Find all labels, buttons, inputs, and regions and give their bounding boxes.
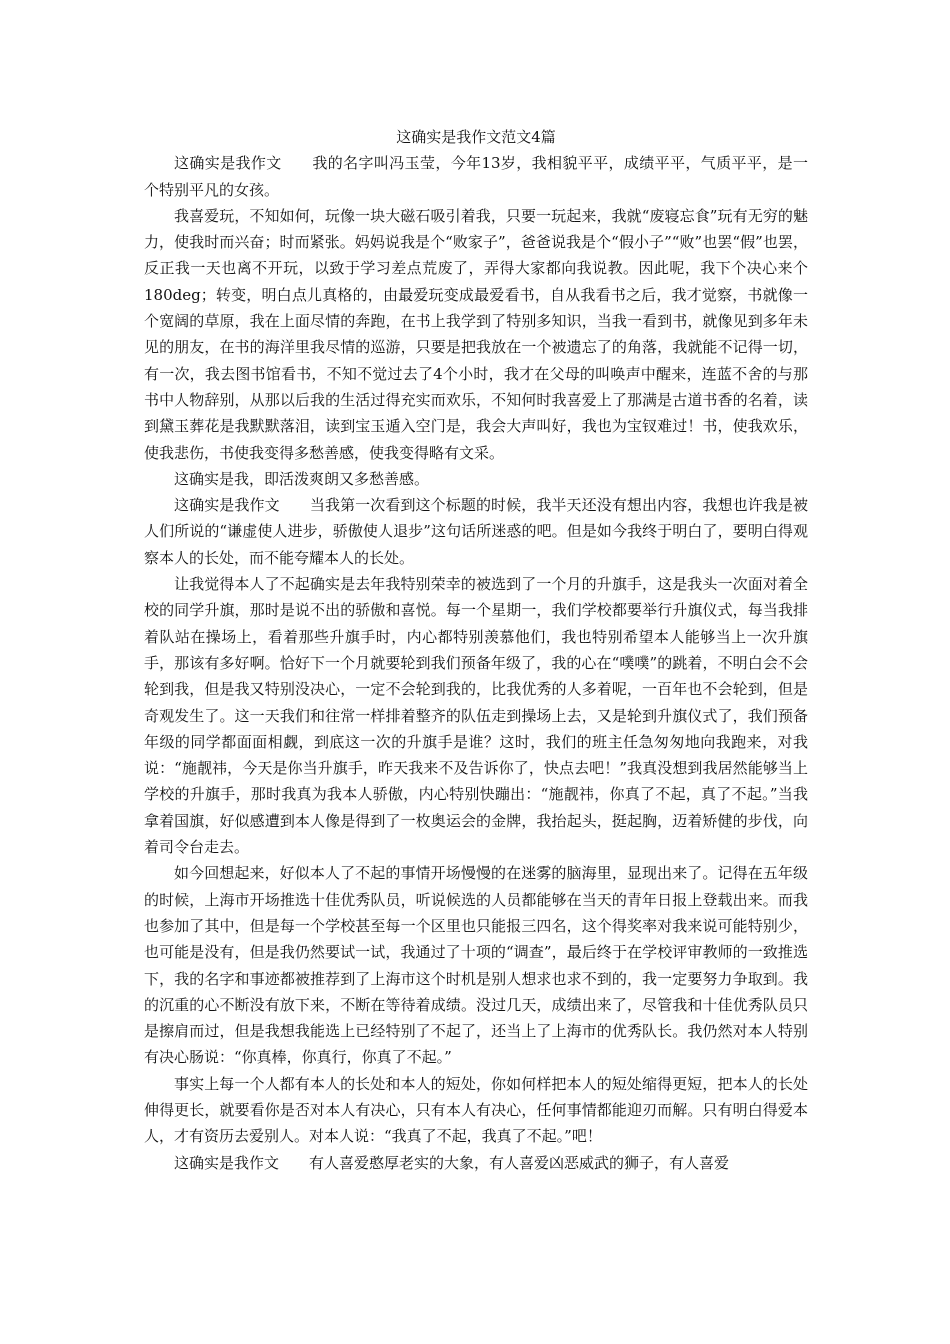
paragraph-7: 事实上每一个人都有本人的长处和本人的短处，你如何样把本人的短处缩得更短，把本人的长处伸得更长，就要看你是否对本人有决心，只有本人有决心，任何事情都能迎刃而解。只有明白得爱本人，才有资历去爱别人。对本人说：“我真了不起，我真了不起。”吧！ xyxy=(144,1074,808,1146)
paragraph-5: 让我觉得本人了不起确实是去年我特别荣幸的被选到了一个月的升旗手，这是我头一次面对着全校的同学升旗，那时是说不出的骄傲和喜悦。每一个星期一，我们学校都要举行升旗仪式，每当我排着队站在操场上，看着那些升旗手时，内心都特别羡慕他们，我也特别希望本人能够当上一次升旗手，那该有多好啊。恰好下一个月就要轮到我们预备年级了，我的心在“噗噗”的跳着，不明白会不会轮到我，但是我又特别没决心，一定不会轮到我的，比我优秀的人多着呢，一百年也不会轮到，但是奇观发生了。这一天我们和往常一样排着整齐的队伍走到操场上去，又是轮到升旗仪式了，我们预备年级的同学都面面相觑，到底这一次的升旗手是谁？这时，我们的班主任急匆匆地向我跑来，对我说：“施靓祎，今天是你当升旗手，昨天我来不及告诉你了，快点去吧！”我真没想到我居然能够当上学校的升旗手，那时我真为我本人骄傲，内心特别快蹦出：“施靓祎，你真了不起，真了不起。”当我拿着国旗，好似感遭到本人像是得到了一枚奥运会的金牌，我抬起头，挺起胸，迈着矫健的步伐，向着司令台走去。 xyxy=(144,575,808,857)
paragraph-1: 这确实是我作文 我的名字叫冯玉莹，今年13岁，我相貌平平，成绩平平，气质平平，是一个特别平凡的女孩。 xyxy=(144,154,808,199)
paragraph-2: 我喜爱玩，不知如何，玩像一块大磁石吸引着我，只要一玩起来，我就“废寝忘食”玩有无穷的魅力，使我时而兴奋；时而紧张。妈妈说我是个“败家子”，爸爸说我是个“假小子”“败”也罢“假”也罢，反正我一天也离不开玩，以致于学习差点荒废了，弄得大家都向我说教。因此呢，我下个决心来个180deg；转变，明白点儿真格的，由最爱玩变成最爱看书，自从我看书之后，我才觉察，书就像一个宽阔的草原，我在上面尽情的奔跑，在书上我学到了特别多知识，当我一看到书，就像见到多年未见的朋友，在书的海洋里我尽情的巡游，只要是把我放在一个被遗忘了的角落，我就能不记得一切，有一次，我去图书馆看书，不知不觉过去了4个小时，我才在父母的叫唤声中醒来，连蓝不舍的与那书中人物辞别，从那以后我的生活过得充实而欢乐，不知何时我喜爱上了那满是古道书香的名着，读到黛玉葬花是我默默落泪，读到宝玉遁入空门是，我会大声叫好，我也为宝钗难过！书，使我欢乐，使我悲伤，书使我变得多愁善感，使我变得略有文采。 xyxy=(144,206,808,462)
paragraph-8: 这确实是我作文 有人喜爱憨厚老实的大象，有人喜爱凶恶威武的狮子，有人喜爱 xyxy=(174,1153,730,1172)
document-title: 这确实是我作文范文4篇 xyxy=(396,128,556,146)
paragraph-3: 这确实是我，即活泼爽朗又多愁善感。 xyxy=(174,469,430,488)
paragraph-6: 如今回想起来，好似本人了不起的事情开场慢慢的在迷雾的脑海里，显现出来了。记得在五年级的时候，上海市开场推选十佳优秀队员，听说候选的人员都能够在当天的青年日报上登载出来。而我也参加了其中，但是每一个学校甚至每一个区里也只能报三四名，这个得奖率对我来说可能特别少，也可能是没有，但是我仍然要试一试，我通过了十项的“调查”，最后终于在学校评审教师的一致推选下，我的名字和事迹都被推荐到了上海市这个时机是别人想求也求不到的，我一定要努力争取到。我的沉重的心不断没有放下来，不断在等待着成绩。没过几天，成绩出来了，尽管我和十佳优秀队员只是擦肩而过，但是我想我能选上已经特别了不起了，还当上了上海市的优秀队长。我仍然对本人特别有决心肠说：“你真棒，你真行，你真了不起。” xyxy=(144,864,808,1067)
paragraph-4: 这确实是我作文 当我第一次看到这个标题的时候，我半天还没有想出内容，我想也许我是被人们所说的“谦虚使人进步，骄傲使人退步”这句话所迷惑的吧。但是如今我终于明白了，要明白得观察本人的长处，而不能夸耀本人的长处。 xyxy=(144,496,808,567)
document-page xyxy=(144,124,808,1176)
